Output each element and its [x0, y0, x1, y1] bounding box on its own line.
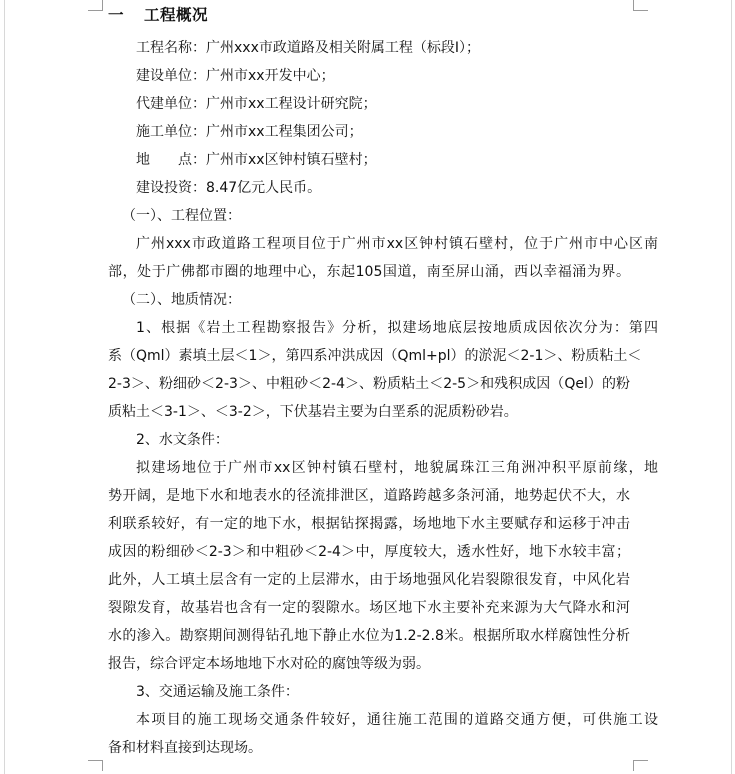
crop-mark-top-left	[88, 0, 103, 11]
location-line-2: 部，处于广佛都市圈的地理中心，东起105国道，南至屏山涌，西以幸福涌为界。	[108, 264, 630, 280]
hydro-line-5: 此外，人工填土层含有一定的上层滞水，由于场地强风化岩裂隙很发育，中风化岩	[108, 572, 630, 588]
section-number: 一	[108, 6, 125, 24]
location-line-1: 广州xxx市政道路工程项目位于广州市xx区钟村镇石壁村，位于广州市中心区南	[136, 236, 658, 252]
hydro-line-2: 势开阔，是地下水和地表水的径流排泄区，道路跨越多条河涌，地势起伏不大，水	[108, 488, 630, 504]
hydro-line-6: 裂隙发育，故基岩也含有一定的裂隙水。场区地下水主要补充来源为大气降水和河	[108, 600, 630, 616]
hydro-line-4: 成因的粉细砂＜2-3＞和中粗砂＜2-4＞中，厚度较大，透水性好，地下水较丰富；	[108, 544, 630, 560]
info-project-name: 工程名称：广州xxx市政道路及相关附属工程（标段Ⅰ）；	[136, 40, 480, 56]
info-location: 地 点：广州市xx区钟村镇石壁村；	[136, 152, 377, 168]
section-title: 工程概况	[144, 6, 209, 24]
geology-p1-line-2: 系（Qml）素填土层＜1＞，第四系冲洪成因（Qml+pl）的淤泥＜2-1＞、粉质粘土＜	[108, 348, 642, 364]
crop-mark-bottom-left	[88, 760, 103, 771]
info-investment: 建设投资：8.47亿元人民币。	[136, 180, 322, 196]
section-heading	[108, 3, 208, 25]
location-heading: （一）、工程位置：	[122, 208, 241, 224]
page-edge-left	[4, 0, 5, 774]
geology-p1-line-3: 2-3＞、粉细砂＜2-3＞、中粗砂＜2-4＞、粉质粘土＜2-5＞和残积成因（Qel）的粉	[108, 376, 630, 392]
crop-mark-top-right	[633, 0, 648, 11]
hydro-line-8: 报告，综合评定本场地地下水对砼的腐蚀等级为弱。	[108, 656, 430, 672]
info-agent: 代建单位：广州市xx工程设计研究院；	[136, 96, 377, 112]
hydro-line-7: 水的渗入。勘察期间测得钻孔地下静止水位为1.2-2.8米。根据所取水样腐蚀性分析	[108, 628, 630, 644]
hydro-heading: 2、水文条件：	[136, 432, 229, 448]
traffic-heading: 3、交通运输及施工条件：	[136, 684, 299, 700]
geology-p1-line-4: 质粘土＜3-1＞、＜3-2＞，下伏基岩主要为白垩系的泥质粉砂岩。	[108, 404, 518, 420]
hydro-line-1: 拟建场地位于广州市xx区钟村镇石壁村，地貌属珠江三角洲冲积平原前缘，地	[136, 460, 658, 476]
traffic-line-2: 备和材料直接到达现场。	[108, 740, 262, 756]
hydro-line-3: 利联系较好，有一定的地下水，根据钻探揭露，场地地下水主要赋存和运移于冲击	[108, 516, 630, 532]
geology-p1-line-1: 1、根据《岩土工程勘察报告》分析，拟建场地底层按地质成因依次分为：第四	[136, 320, 658, 336]
traffic-line-1: 本项目的施工现场交通条件较好，通往施工范围的道路交通方便，可供施工设	[136, 712, 658, 728]
info-contractor: 施工单位：广州市xx工程集团公司；	[136, 124, 363, 140]
info-owner: 建设单位：广州市xx开发中心；	[136, 68, 335, 84]
geology-heading: （二）、地质情况：	[122, 292, 241, 308]
page-edge-right	[731, 0, 732, 774]
crop-mark-bottom-right	[633, 760, 648, 771]
